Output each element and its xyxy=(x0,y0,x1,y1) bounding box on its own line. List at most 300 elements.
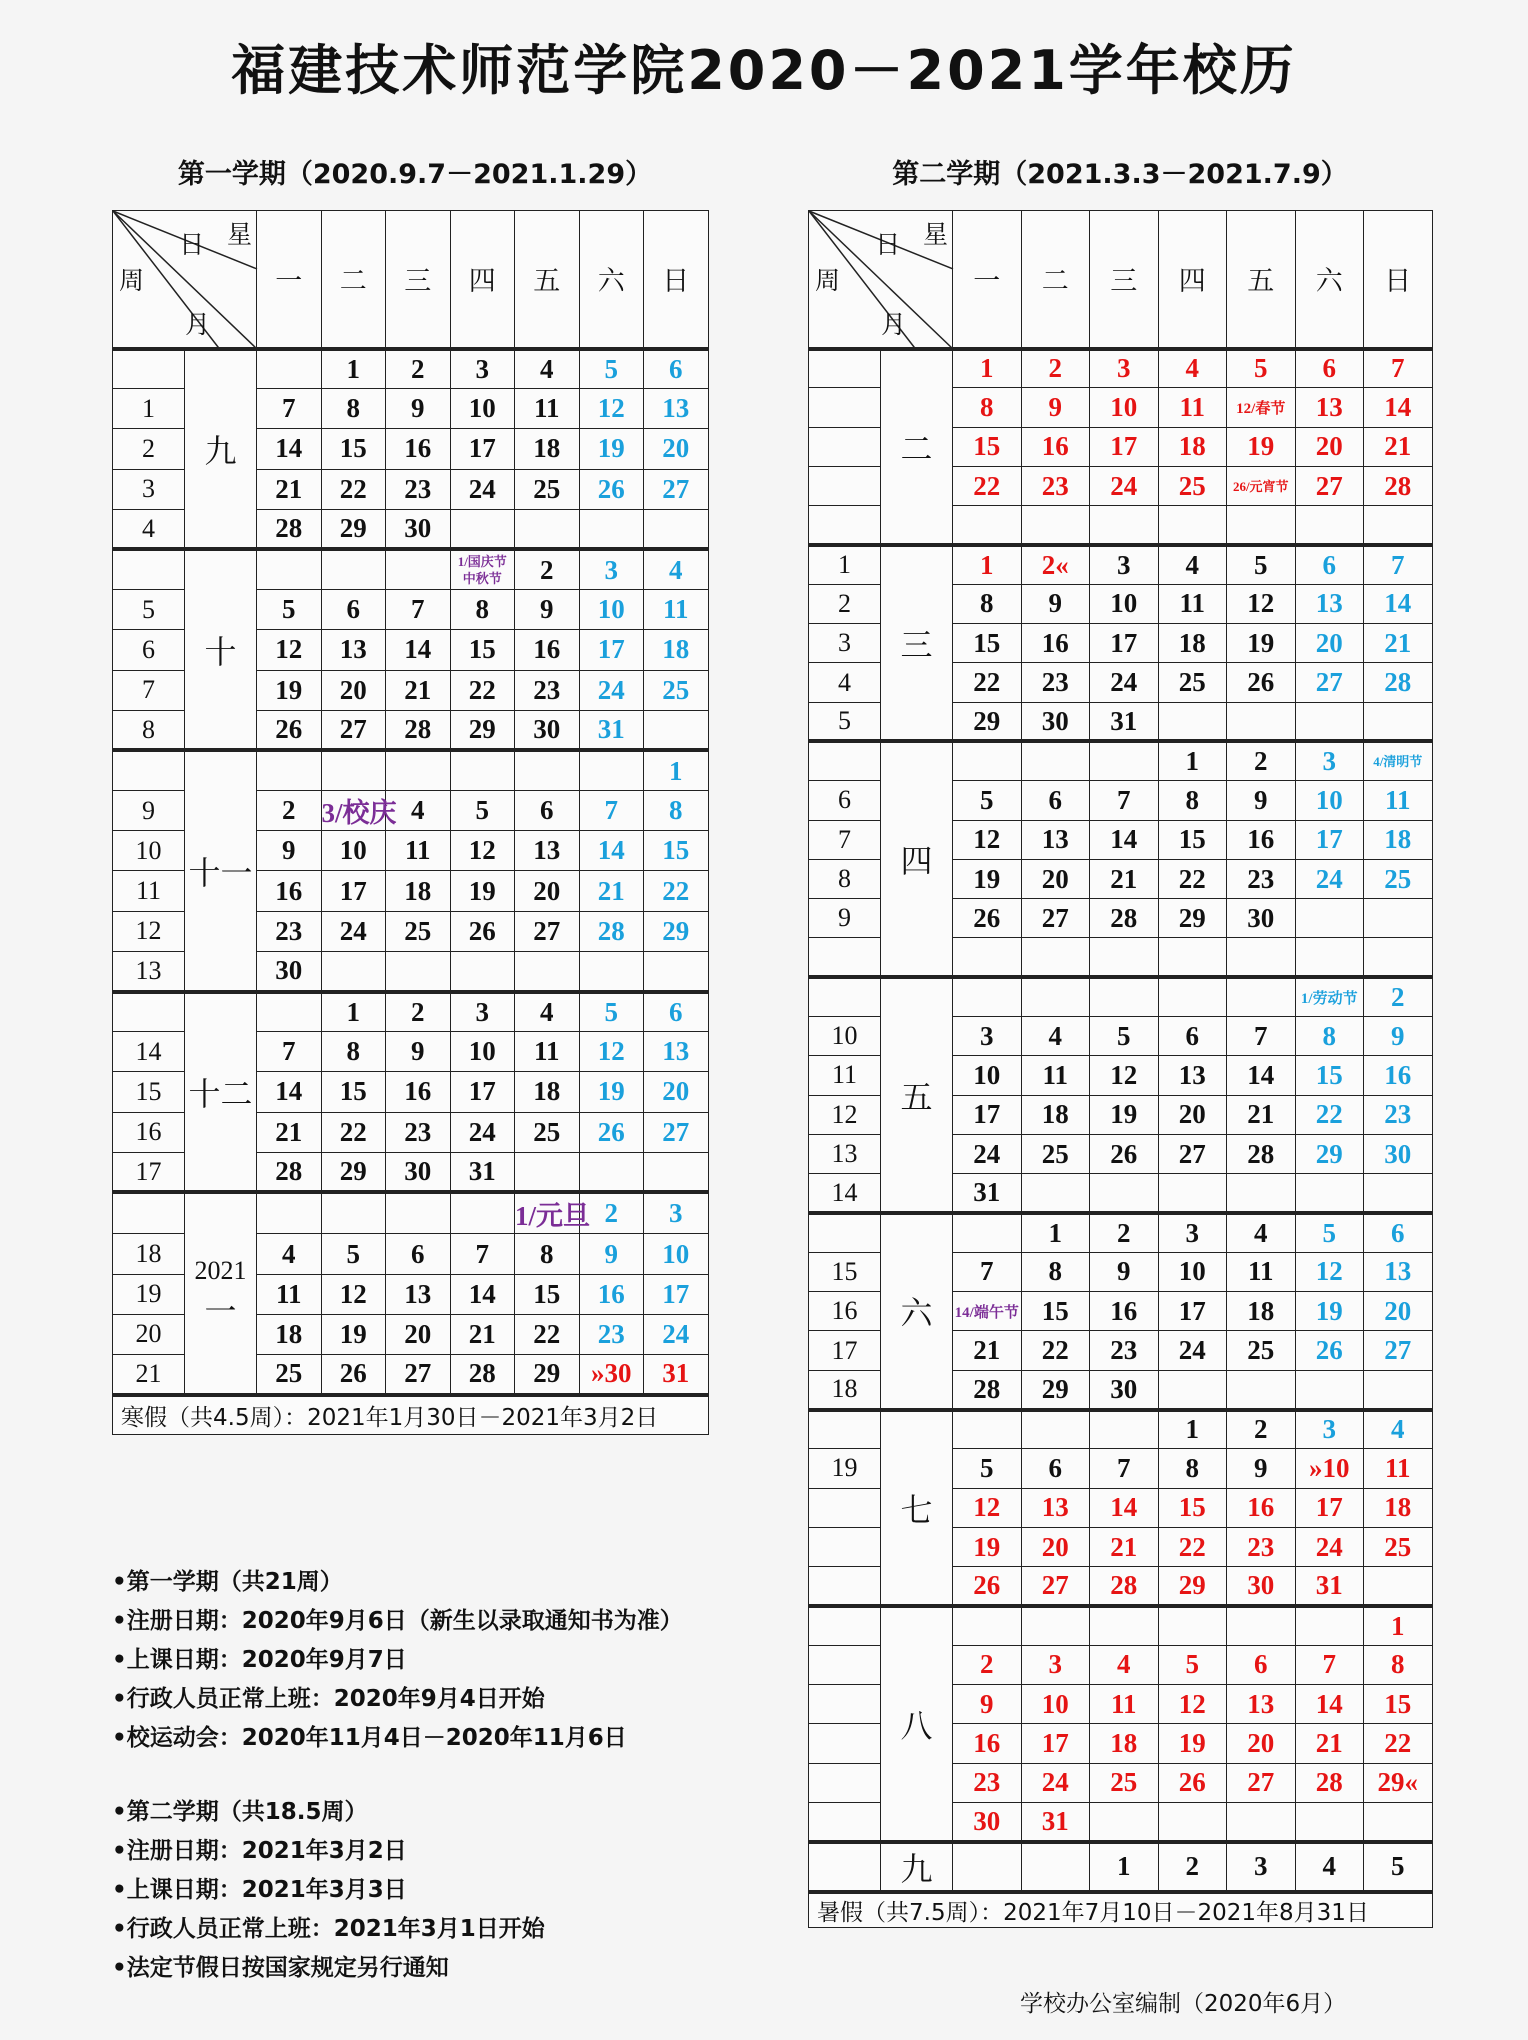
day-value: 5 xyxy=(1254,549,1268,580)
day-value: 19 xyxy=(468,875,496,906)
week-number: 9 xyxy=(809,899,881,938)
day-value: 20 xyxy=(404,1318,432,1349)
day-value: 29 xyxy=(662,915,690,946)
day-value: 17 xyxy=(973,1099,1001,1130)
empty-day-cell xyxy=(1090,1802,1159,1841)
day-value: 5 xyxy=(604,996,618,1027)
day-cell xyxy=(1364,1763,1433,1802)
day-cell xyxy=(515,389,580,429)
day-cell xyxy=(1021,584,1090,623)
day-cell xyxy=(1090,663,1159,702)
week-number xyxy=(809,1213,881,1252)
day-value: 25 xyxy=(533,1116,561,1147)
day-cell xyxy=(1227,663,1296,702)
day-cell xyxy=(1227,1134,1296,1173)
day-value: 11 xyxy=(662,594,689,625)
day-value: 4/清明节 xyxy=(1373,754,1423,770)
day-cell xyxy=(257,951,322,991)
week-number: 12 xyxy=(809,1095,881,1134)
day-value: 7 xyxy=(1391,549,1405,580)
day-value: 31 xyxy=(468,1156,496,1187)
day-cell xyxy=(644,549,709,589)
day-value: 3 xyxy=(1117,353,1131,384)
month-label: 一 xyxy=(204,1291,237,1330)
day-cell xyxy=(1158,1842,1227,1892)
day-value: 24 xyxy=(973,1138,1001,1169)
empty-day-cell xyxy=(644,951,709,991)
day-value: 2 xyxy=(540,554,554,585)
month-label-cell xyxy=(881,741,953,977)
day-value: 1/国庆节 中秋节 xyxy=(457,554,507,587)
day-value: 5 xyxy=(1185,1649,1199,1680)
day-cell xyxy=(1295,741,1364,780)
day-value: 7 xyxy=(475,1238,489,1269)
day-cell xyxy=(386,349,451,389)
day-value: 24 xyxy=(1110,470,1138,501)
day-value: 3 xyxy=(475,996,489,1027)
day-cell xyxy=(450,549,515,589)
day-cell xyxy=(1158,1567,1227,1606)
day-value: 22 xyxy=(1178,863,1206,894)
day-value: 14 xyxy=(597,835,625,866)
day-value: 30 xyxy=(404,513,432,544)
empty-day-cell xyxy=(579,951,644,991)
day-cell xyxy=(321,791,397,831)
day-value: 10 xyxy=(1178,1256,1206,1287)
empty-day-cell xyxy=(1295,1174,1364,1213)
day-cell xyxy=(257,1274,322,1314)
week-number xyxy=(113,750,185,790)
day-cell xyxy=(1364,466,1433,505)
month-label: 十二 xyxy=(188,1074,253,1113)
day-cell xyxy=(257,1072,322,1112)
empty-day-cell xyxy=(579,509,644,549)
day-cell xyxy=(321,469,386,509)
day-cell xyxy=(644,1032,709,1072)
corner-header xyxy=(809,211,953,349)
day-value: 13 xyxy=(1315,588,1343,619)
empty-day-cell xyxy=(1021,1174,1090,1213)
day-value: 5 xyxy=(475,795,489,826)
day-value: 6 xyxy=(1048,784,1062,815)
day-cell xyxy=(386,1152,451,1192)
corner-header xyxy=(113,211,257,349)
day-value: 27 xyxy=(1247,1767,1275,1798)
day-value: 23 xyxy=(1247,1531,1275,1562)
day-cell xyxy=(1090,781,1159,820)
day-cell xyxy=(321,831,386,871)
day-value: 4 xyxy=(282,1238,296,1269)
day-cell xyxy=(1158,1645,1227,1684)
day-value: 6 xyxy=(1048,1452,1062,1483)
day-value: 30 xyxy=(1247,902,1275,933)
day-value: 26 xyxy=(1315,1335,1343,1366)
empty-day-cell xyxy=(1227,1174,1296,1213)
weekday-header: 一 xyxy=(257,211,322,349)
day-cell xyxy=(1295,1763,1364,1802)
weekday-header: 三 xyxy=(386,211,451,349)
day-value: 6 xyxy=(1322,353,1336,384)
day-value: 31 xyxy=(597,714,625,745)
day-value: 16 xyxy=(1041,627,1069,658)
day-value: 13 xyxy=(1178,1059,1206,1090)
empty-day-cell xyxy=(1227,1370,1296,1409)
day-value: 23 xyxy=(1041,667,1069,698)
day-value: 2 xyxy=(411,996,425,1027)
day-value: 6 xyxy=(1322,549,1336,580)
week-number: 2 xyxy=(113,429,185,469)
week-number: 19 xyxy=(113,1274,185,1314)
day-cell xyxy=(515,992,580,1032)
day-cell xyxy=(953,820,1022,859)
day-cell xyxy=(321,1152,386,1192)
day-value: 9 xyxy=(1117,1256,1131,1287)
day-cell xyxy=(515,871,580,911)
day-value: 4 xyxy=(1117,1649,1131,1680)
day-value: 10 xyxy=(662,1238,690,1269)
corner-label-month: 月 xyxy=(881,309,907,339)
day-cell xyxy=(1364,1645,1433,1684)
day-cell xyxy=(1158,663,1227,702)
day-cell xyxy=(1364,1292,1433,1331)
day-value: 18 xyxy=(1178,627,1206,658)
week-number xyxy=(809,1606,881,1645)
corner-label-day: 日 xyxy=(179,230,205,259)
day-value: 22 xyxy=(468,674,496,705)
week-number: 18 xyxy=(809,1370,881,1409)
day-value: 15 xyxy=(1178,824,1206,855)
day-value: 27 xyxy=(1315,470,1343,501)
day-cell xyxy=(1227,1331,1296,1370)
day-value: 28 xyxy=(597,915,625,946)
day-value: 1 xyxy=(1185,1414,1199,1445)
day-cell xyxy=(515,710,580,750)
day-cell xyxy=(1227,624,1296,663)
day-cell xyxy=(953,1724,1022,1763)
week-number: 15 xyxy=(809,1252,881,1291)
empty-day-cell xyxy=(1295,702,1364,741)
day-value: 6 xyxy=(411,1238,425,1269)
month-label-cell xyxy=(881,545,953,741)
day-value: 9 xyxy=(604,1238,618,1269)
empty-day-cell xyxy=(1227,1606,1296,1645)
day-cell xyxy=(953,1449,1022,1488)
day-cell xyxy=(1227,1842,1296,1892)
day-cell xyxy=(321,389,386,429)
day-value: 12 xyxy=(1315,1256,1343,1287)
empty-day-cell xyxy=(1364,1370,1433,1409)
day-value: 5 xyxy=(1254,353,1268,384)
day-value: 20 xyxy=(1041,1531,1069,1562)
day-value: 25 xyxy=(662,674,690,705)
day-value: 7 xyxy=(1117,784,1131,815)
day-value: 5 xyxy=(1391,1851,1405,1882)
day-cell xyxy=(1295,1724,1364,1763)
day-cell xyxy=(1090,1056,1159,1095)
day-cell xyxy=(1227,1567,1296,1606)
day-cell xyxy=(1227,1449,1296,1488)
day-value: 14 xyxy=(1110,1492,1138,1523)
day-cell xyxy=(953,427,1022,466)
day-cell xyxy=(953,1645,1022,1684)
day-value: 23 xyxy=(597,1318,625,1349)
week-row xyxy=(809,349,1433,388)
page-title: 福建技术师范学院2020－2021学年校历 xyxy=(231,39,1297,102)
empty-day-cell xyxy=(1364,938,1433,977)
day-cell xyxy=(1090,859,1159,898)
day-value: 10 xyxy=(468,1036,496,1067)
empty-day-cell xyxy=(1090,977,1159,1016)
day-cell xyxy=(386,911,451,951)
day-cell xyxy=(1021,702,1090,741)
empty-day-cell xyxy=(1158,1802,1227,1841)
day-value: 7 xyxy=(1391,353,1405,384)
day-cell xyxy=(321,1072,386,1112)
day-value: 26 xyxy=(339,1358,367,1389)
day-cell xyxy=(386,1355,451,1395)
day-value: 30 xyxy=(533,714,561,745)
week-number: 1 xyxy=(809,545,881,584)
day-cell xyxy=(257,630,322,670)
month-label-cell xyxy=(185,349,257,550)
day-cell xyxy=(1295,1252,1364,1291)
day-value: 18 xyxy=(662,634,690,665)
day-value: 30 xyxy=(1247,1570,1275,1601)
week-number: 4 xyxy=(113,509,185,549)
day-value: 13 xyxy=(662,1036,690,1067)
day-value: 29 xyxy=(1315,1138,1343,1169)
day-value: 23 xyxy=(1110,1335,1138,1366)
day-cell xyxy=(321,1112,386,1152)
month-label: 七 xyxy=(900,1490,933,1529)
day-value: 24 xyxy=(1041,1767,1069,1798)
day-value: 11 xyxy=(533,1036,560,1067)
day-value: 15 xyxy=(339,433,367,464)
day-value: 27 xyxy=(1315,667,1343,698)
day-cell xyxy=(1227,1017,1296,1056)
day-value: 29 xyxy=(533,1358,561,1389)
empty-day-cell xyxy=(1021,1842,1090,1892)
day-value: 7 xyxy=(1117,1452,1131,1483)
day-value: 16 xyxy=(533,634,561,665)
day-cell xyxy=(1227,1527,1296,1566)
day-cell xyxy=(515,630,580,670)
day-cell xyxy=(321,1355,386,1395)
day-cell xyxy=(386,389,451,429)
day-cell xyxy=(953,1292,1022,1331)
day-cell xyxy=(1295,1292,1364,1331)
day-cell xyxy=(515,1072,580,1112)
day-cell xyxy=(1090,1134,1159,1173)
note-line: •注册日期：2021年3月2日 xyxy=(112,1838,407,1864)
month-label-cell xyxy=(881,977,953,1213)
day-value: 7 xyxy=(980,1256,994,1287)
day-cell xyxy=(1158,1685,1227,1724)
day-value: 17 xyxy=(1315,824,1343,855)
day-cell xyxy=(1227,899,1296,938)
empty-day-cell xyxy=(579,750,644,790)
day-cell xyxy=(1295,624,1364,663)
day-cell xyxy=(1090,1488,1159,1527)
empty-day-cell xyxy=(1364,1802,1433,1841)
week-number xyxy=(809,1802,881,1841)
day-value: 24 xyxy=(1178,1335,1206,1366)
week-number xyxy=(113,549,185,589)
day-cell xyxy=(450,1112,515,1152)
day-cell xyxy=(321,429,386,469)
day-value: 14 xyxy=(275,1076,303,1107)
day-cell xyxy=(1021,1331,1090,1370)
week-row xyxy=(113,750,709,790)
day-cell xyxy=(1090,1685,1159,1724)
weekday-header: 六 xyxy=(579,211,644,349)
empty-day-cell xyxy=(386,1192,451,1234)
day-cell xyxy=(1295,1017,1364,1056)
day-value: 31 xyxy=(973,1177,1001,1208)
day-value: 7 xyxy=(604,795,618,826)
day-value: 25 xyxy=(1110,1767,1138,1798)
day-value: 6 xyxy=(669,353,683,384)
day-value: 22 xyxy=(339,1116,367,1147)
day-value: 29 xyxy=(468,714,496,745)
day-value: 12 xyxy=(973,1492,1001,1523)
day-cell xyxy=(1295,1842,1364,1892)
empty-day-cell xyxy=(1090,1606,1159,1645)
day-value: 8 xyxy=(540,1238,554,1269)
day-cell xyxy=(515,349,580,389)
day-value: 14 xyxy=(1110,824,1138,855)
day-value: 21 xyxy=(1110,863,1138,894)
day-cell xyxy=(1364,1449,1433,1488)
day-cell xyxy=(257,590,322,630)
week-number xyxy=(113,349,185,389)
weekday-header-row xyxy=(809,211,1433,349)
day-value: 7 xyxy=(1254,1020,1268,1051)
day-value: 15 xyxy=(339,1076,367,1107)
day-value: 2 xyxy=(1391,982,1405,1013)
day-cell xyxy=(953,899,1022,938)
day-value: 15 xyxy=(1315,1059,1343,1090)
day-cell xyxy=(1158,466,1227,505)
day-value: 13 xyxy=(662,393,690,424)
empty-day-cell xyxy=(1227,977,1296,1016)
week-row xyxy=(809,1410,1433,1449)
day-cell xyxy=(1158,1134,1227,1173)
empty-day-cell xyxy=(321,951,386,991)
day-value: 12 xyxy=(275,634,303,665)
day-value: 8 xyxy=(1048,1256,1062,1287)
day-cell xyxy=(450,1032,515,1072)
day-cell xyxy=(1021,1252,1090,1291)
corner-label-month: 月 xyxy=(185,309,211,339)
day-value: 23 xyxy=(533,674,561,705)
day-value: 10 xyxy=(973,1059,1001,1090)
day-cell xyxy=(1021,1685,1090,1724)
corner-label-week: 周 xyxy=(119,265,145,295)
day-value: 8 xyxy=(980,391,994,422)
day-value: 9 xyxy=(1048,588,1062,619)
day-value: 27 xyxy=(662,1116,690,1147)
day-value: 1 xyxy=(1048,1217,1062,1248)
day-value: 31 xyxy=(1041,1805,1069,1836)
empty-day-cell xyxy=(1295,1802,1364,1841)
day-value: 17 xyxy=(1110,431,1138,462)
day-value: 23 xyxy=(973,1767,1001,1798)
day-value: 2 xyxy=(1117,1217,1131,1248)
day-cell xyxy=(450,710,515,750)
day-value: 30 xyxy=(1041,705,1069,736)
weekday-header: 三 xyxy=(1090,211,1159,349)
empty-day-cell xyxy=(1295,899,1364,938)
day-cell xyxy=(1295,977,1364,1016)
day-value: 11 xyxy=(1110,1688,1137,1719)
week-number: 11 xyxy=(113,871,185,911)
day-value: 29 xyxy=(1178,1570,1206,1601)
weekday-header: 五 xyxy=(515,211,580,349)
day-value: 19 xyxy=(275,674,303,705)
day-value: 23 xyxy=(275,915,303,946)
day-cell xyxy=(257,509,322,549)
day-value: 1 xyxy=(1391,1610,1405,1641)
day-value: 10 xyxy=(597,594,625,625)
day-value: 24 xyxy=(339,915,367,946)
day-cell xyxy=(1364,545,1433,584)
day-cell xyxy=(321,509,386,549)
day-value: 25 xyxy=(1178,667,1206,698)
weekday-header: 日 xyxy=(1364,211,1433,349)
day-value: 23 xyxy=(1041,470,1069,501)
day-cell xyxy=(953,1802,1022,1841)
day-cell xyxy=(1158,1724,1227,1763)
day-value: 3 xyxy=(1322,1414,1336,1445)
day-value: 27 xyxy=(404,1358,432,1389)
day-cell xyxy=(1090,1763,1159,1802)
week-number: 12 xyxy=(113,911,185,951)
day-value: 20 xyxy=(1315,431,1343,462)
day-value: 1/劳动节 xyxy=(1300,991,1358,1008)
weekday-header: 一 xyxy=(953,211,1022,349)
day-cell xyxy=(1158,820,1227,859)
day-cell xyxy=(953,1134,1022,1173)
corner-label-star: 星 xyxy=(923,220,949,249)
empty-day-cell xyxy=(1295,938,1364,977)
day-value: 26 xyxy=(1110,1138,1138,1169)
day-value: 25 xyxy=(1178,470,1206,501)
day-value: 6 xyxy=(669,996,683,1027)
month-label-cell xyxy=(185,750,257,991)
vacation-note: 暑假（共7.5周）：2021年7月10日－2021年8月31日 xyxy=(809,1892,1433,1928)
day-value: 25 xyxy=(533,473,561,504)
week-number xyxy=(809,349,881,388)
empty-day-cell xyxy=(1158,1370,1227,1409)
day-cell xyxy=(579,1032,644,1072)
week-row xyxy=(113,549,709,589)
day-value: 26/元宵节 xyxy=(1232,478,1289,494)
week-number: 18 xyxy=(113,1234,185,1274)
day-cell xyxy=(386,1274,451,1314)
day-value: 24 xyxy=(1110,667,1138,698)
empty-day-cell xyxy=(1158,1606,1227,1645)
day-value: 28 xyxy=(1384,470,1412,501)
day-value: 24 xyxy=(1315,863,1343,894)
month-label: 九 xyxy=(204,431,237,470)
day-cell xyxy=(644,831,709,871)
corner-label-star: 星 xyxy=(227,220,253,249)
day-cell xyxy=(1295,1095,1364,1134)
day-cell xyxy=(1364,349,1433,388)
day-value: 8 xyxy=(669,795,683,826)
week-number xyxy=(809,1488,881,1527)
